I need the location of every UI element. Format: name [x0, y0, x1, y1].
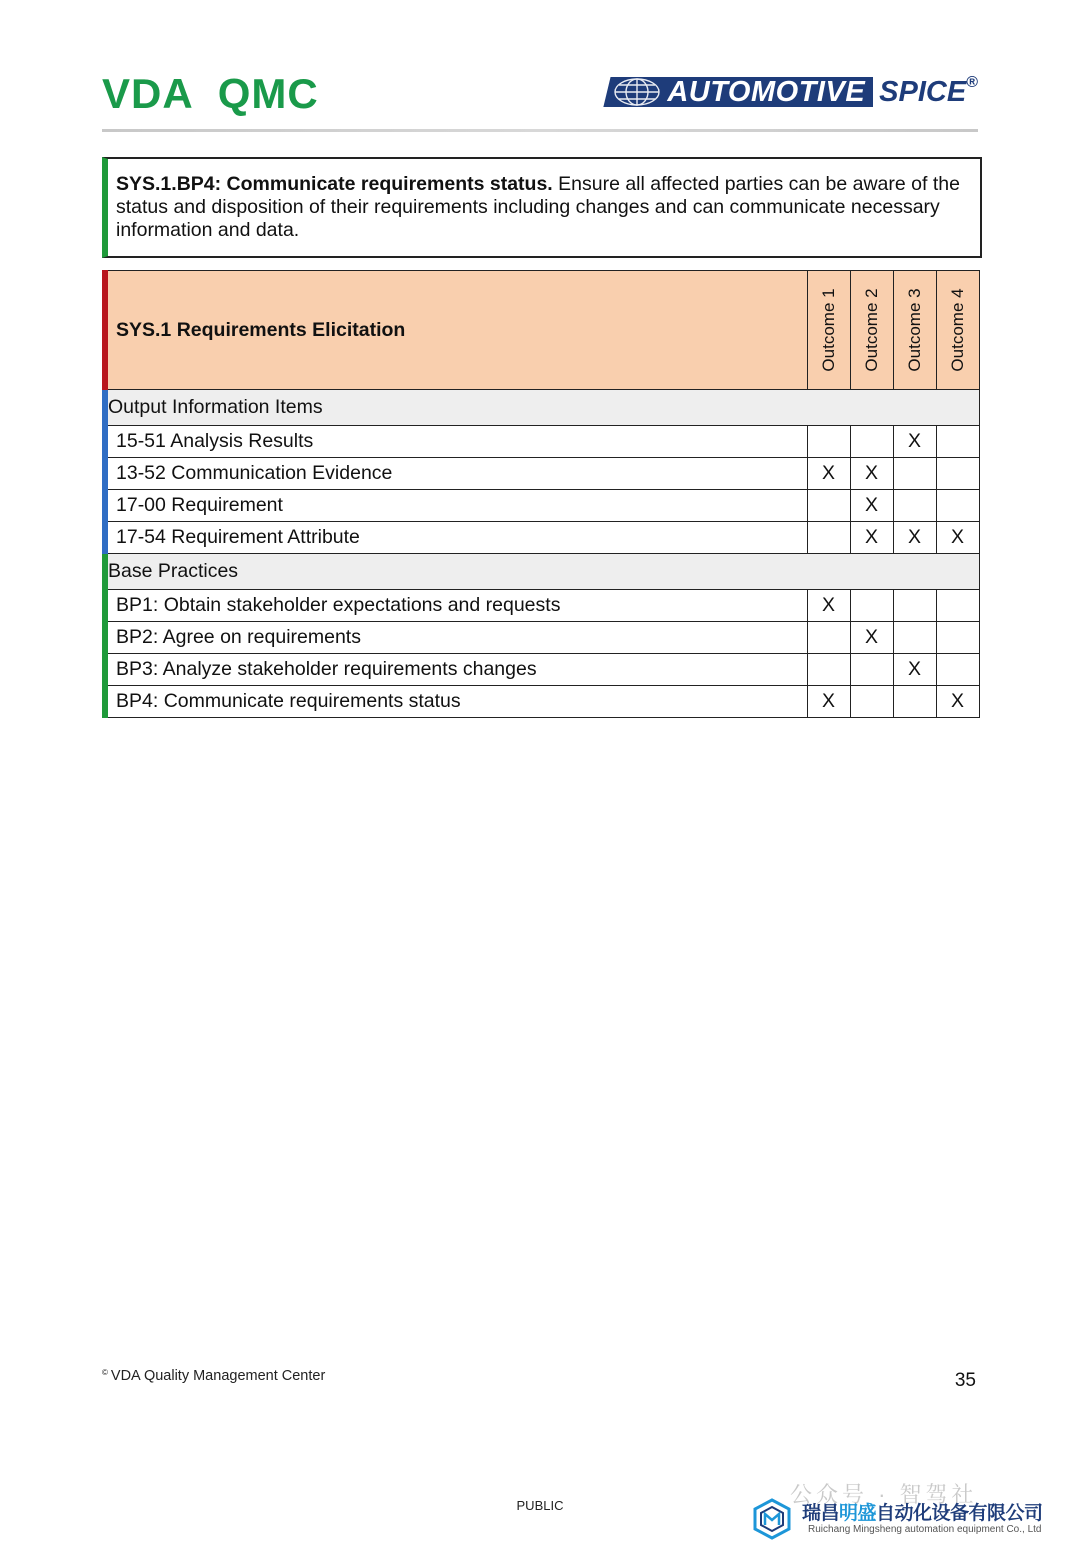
outcome-2-header — [850, 271, 893, 390]
outcome-mark — [893, 590, 936, 622]
table-row — [105, 522, 979, 554]
page-header — [102, 70, 978, 118]
outcome-mark: X — [893, 426, 936, 458]
outcome-mark — [893, 686, 936, 718]
outcome-label: Outcome 4 — [947, 288, 967, 372]
outcome-mark — [807, 522, 850, 554]
table-header-row — [105, 271, 979, 390]
description-text — [116, 173, 964, 242]
automotive-spice-logo — [603, 76, 978, 108]
outcome-mark: X — [807, 458, 850, 490]
company-name-cn — [802, 1498, 1043, 1525]
outcome-label: Outcome 2 — [861, 288, 881, 372]
row-label: 15-51 Analysis Results — [105, 426, 807, 458]
classification-label: PUBLIC — [516, 1498, 564, 1513]
outcome-1-header — [807, 271, 850, 390]
outcome-mark: X — [850, 622, 893, 654]
outcome-3-header — [893, 271, 936, 390]
faint-watermark: 公众号 · 智驾社 — [790, 1482, 978, 1507]
company-name-part: 自动化设备有限公司 — [876, 1502, 1043, 1524]
header-divider — [102, 129, 978, 132]
qmc-logo-text: QMC — [217, 70, 319, 117]
outcome-mark: X — [850, 522, 893, 554]
outcome-mark — [850, 590, 893, 622]
outcome-mark — [807, 654, 850, 686]
outcome-mark: X — [893, 522, 936, 554]
table-title: SYS.1 Requirements Elicitation — [105, 271, 807, 390]
outcome-mark — [850, 686, 893, 718]
outcome-mark — [893, 458, 936, 490]
traceability-matrix — [102, 270, 980, 718]
copyright-text: VDA Quality Management Center — [110, 1368, 326, 1384]
section-header-base-practices — [105, 554, 979, 590]
table-row — [105, 490, 979, 522]
page-number: 35 — [954, 1370, 976, 1391]
row-label: BP3: Analyze stakeholder requirements changes — [105, 654, 807, 686]
outcome-mark — [807, 622, 850, 654]
description-body: Ensure all affected parties can be aware of the status and disposition of their requirements including changes and can communicate necessary information and data. — [116, 173, 960, 241]
vda-qmc-logo — [102, 72, 319, 116]
outcome-mark — [936, 426, 979, 458]
row-label: BP4: Communicate requirements status — [105, 686, 807, 718]
table-row — [105, 426, 979, 458]
outcome-mark: X — [850, 458, 893, 490]
table-row — [105, 622, 979, 654]
registered-mark: ® — [966, 74, 978, 91]
section-title: Output Information Items — [105, 390, 979, 426]
outcome-label: Outcome 1 — [818, 288, 838, 372]
table-row — [105, 654, 979, 686]
outcome-mark — [807, 426, 850, 458]
vda-logo-text: VDA — [102, 70, 194, 117]
section-title: Base Practices — [105, 554, 979, 590]
base-practice-description — [102, 157, 982, 258]
outcome-mark — [850, 426, 893, 458]
company-name-highlight: 明盛 — [839, 1502, 877, 1524]
outcome-mark — [936, 622, 979, 654]
row-label: BP1: Obtain stakeholder expectations and requests — [105, 590, 807, 622]
row-label: BP2: Agree on requirements — [105, 622, 807, 654]
outcome-mark — [936, 654, 979, 686]
copyright-symbol: © — [102, 1368, 108, 1377]
outcome-mark: X — [850, 490, 893, 522]
outcome-mark: X — [807, 686, 850, 718]
company-logo-icon — [752, 1498, 792, 1540]
outcome-label: Outcome 3 — [904, 288, 924, 372]
row-label: 13-52 Communication Evidence — [105, 458, 807, 490]
outcome-mark — [893, 622, 936, 654]
table-row — [105, 686, 979, 718]
spice-text: SPICE — [879, 76, 967, 108]
outcome-mark — [807, 490, 850, 522]
outcome-mark: X — [936, 522, 979, 554]
outcome-mark — [936, 490, 979, 522]
outcome-mark: X — [936, 686, 979, 718]
row-label: 17-54 Requirement Attribute — [105, 522, 807, 554]
section-header-output-items — [105, 390, 979, 426]
globe-icon — [603, 77, 663, 107]
company-stamp — [752, 1496, 1080, 1542]
outcome-mark: X — [807, 590, 850, 622]
outcome-mark — [850, 654, 893, 686]
company-name-part: 瑞昌 — [802, 1502, 840, 1524]
automotive-text: AUTOMOTIVE — [663, 77, 873, 107]
description-title: SYS.1.BP4: Communicate requirements status. — [116, 173, 553, 195]
copyright-notice — [102, 1368, 325, 1384]
row-label: 17-00 Requirement — [105, 490, 807, 522]
table-row — [105, 458, 979, 490]
outcome-mark: X — [893, 654, 936, 686]
outcome-4-header — [936, 271, 979, 390]
table-row — [105, 590, 979, 622]
outcome-mark — [936, 458, 979, 490]
outcome-mark — [936, 590, 979, 622]
outcome-mark — [893, 490, 936, 522]
company-name-en: Ruichang Mingsheng automation equipment Co., Ltd — [808, 1524, 1042, 1535]
